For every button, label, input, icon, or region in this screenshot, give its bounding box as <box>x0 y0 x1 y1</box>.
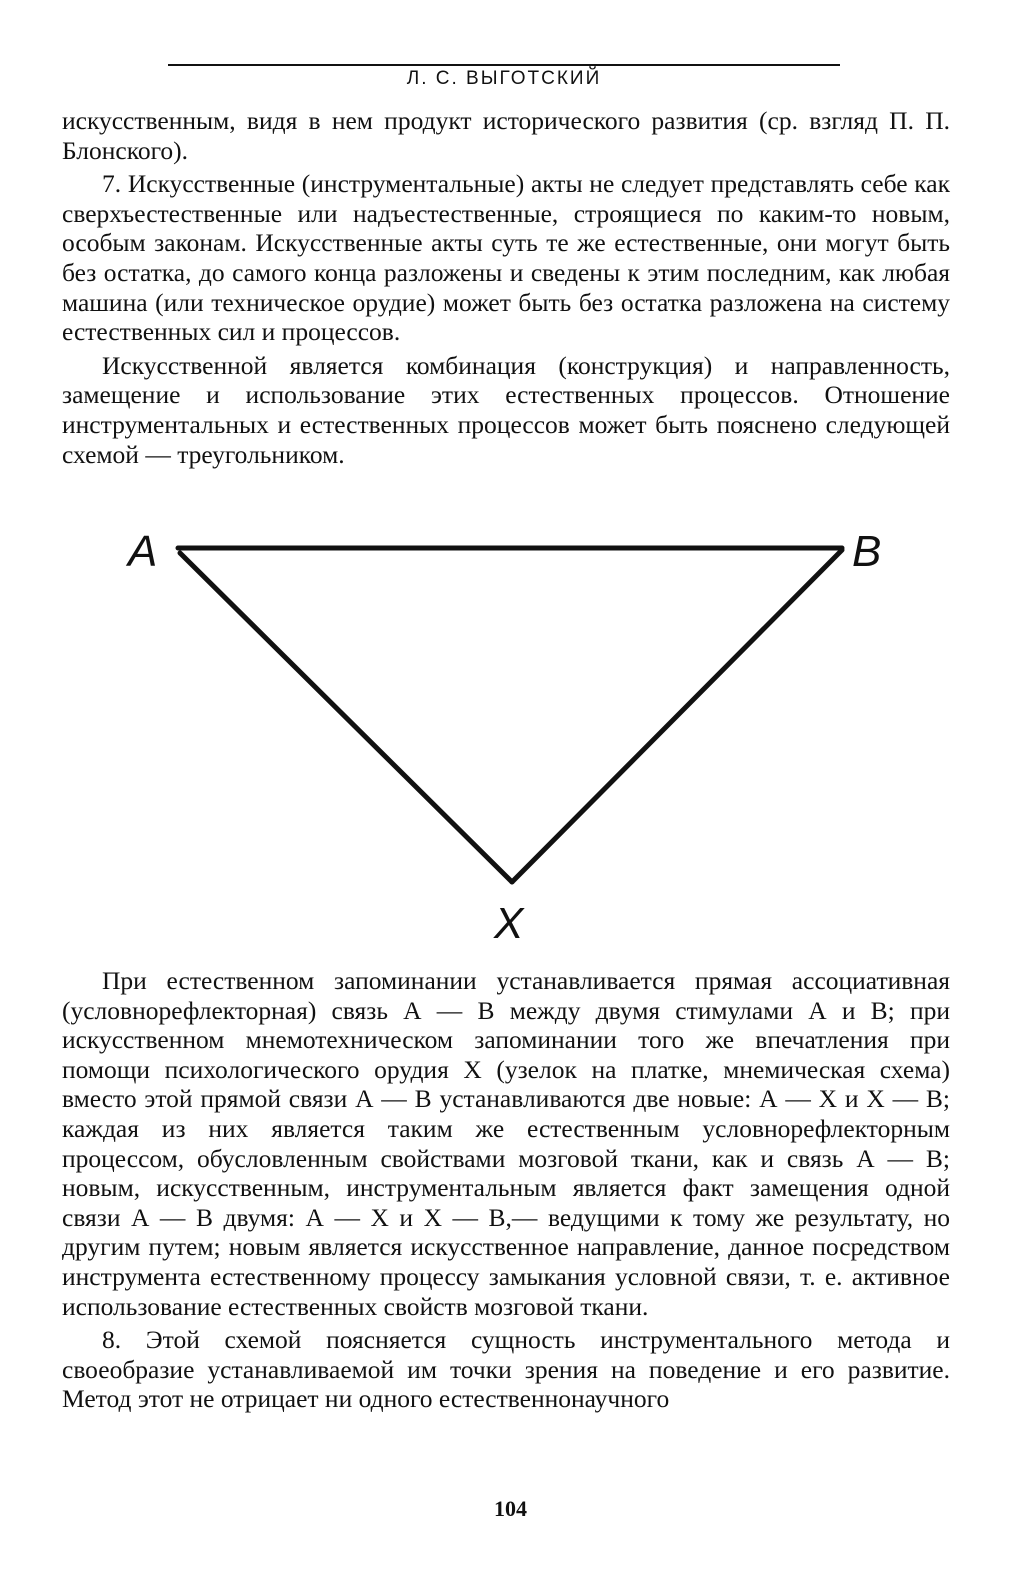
paragraph-natural-memory: При естественном запоминании устанавливается прямая ассоциативная (условнорефлекторная) связь А — В между двумя стимулами А и В; при искусственном мнемотехническом запоминании того же впечатления при помощи психологического орудия X (узелок на платке, мнемическая схема) вместо этой прямой связи А — В устанавливаются две новые: А — X и X — В; каждая из них является таким же естественным условнорефлекторным процессом, обусловленным свойствами мозговой ткани, как и связь А — В; новым, искусственным, инструментальным является факт замещения одной связи А — В двумя: А — X и X — В,— ведущими к тому же результату, но другим путем; новым является искусственное направление, данное посредством инструмента естественному процессу замыкания условной связи, т. е. активное использование естественных свойств мозговой ткани. <box>62 966 950 1321</box>
edge-b-x <box>512 550 842 882</box>
paragraph-continuation: искусственным, видя в нем продукт исторического развития (ср. взгляд П. П. Блонского). <box>62 106 950 165</box>
running-head: Л. С. ВЫГОТСКИЙ <box>406 68 602 89</box>
triangle-diagram <box>0 515 1021 955</box>
text-block-top <box>62 106 950 469</box>
header-rule <box>168 64 840 66</box>
edge-a-x <box>180 553 512 882</box>
text-block-bottom <box>62 966 950 1414</box>
page-number: 104 <box>494 1496 527 1521</box>
vertex-label-x: X <box>494 899 524 948</box>
paragraph-8: 8. Этой схемой поясняется сущность инструментального метода и своеобразие устанавливаемой им точки зрения на поведение и его развитие. Метод этот не отрицает ни одного естественнонаучного <box>62 1325 950 1414</box>
paragraph-artificial-combination: Искусственной является комбинация (конструкция) и направленность, замещение и использование этих естественных процессов. Отношение инструментальных и естественных процессов может быть пояснено следующей схемой — треугольником. <box>62 350 950 469</box>
vertex-label-a: A <box>128 527 158 576</box>
vertex-label-b: B <box>852 527 882 576</box>
paragraph-7: 7. Искусственные (инструментальные) акты не следует представлять себе как сверхъестественные или надъестественные, строящиеся по каким-то новым, особым законам. Искусственные акты суть те же естественные, они могут быть без остатка, до самого конца разложены и сведены к этим последним, как любая машина (или техническое орудие) может быть без остатка разложена на систему естественных сил и процессов. <box>62 169 950 347</box>
